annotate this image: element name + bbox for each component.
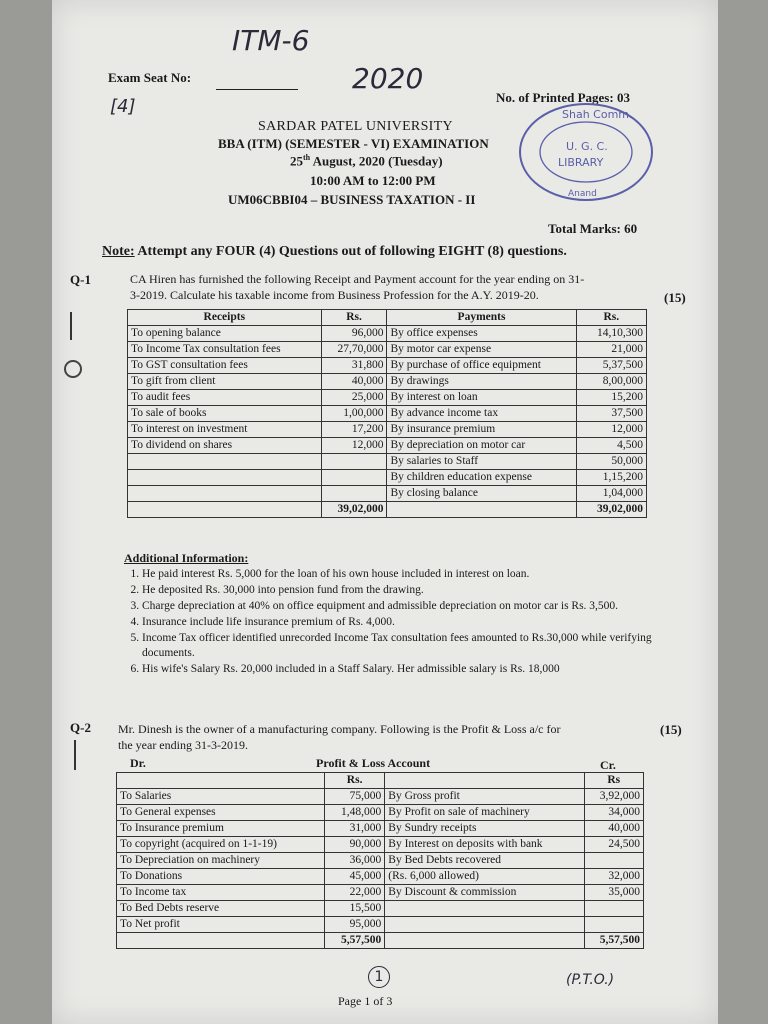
particulars-cell: By depreciation on motor car xyxy=(387,438,576,454)
table-row xyxy=(128,406,647,422)
amount-cell xyxy=(321,470,387,486)
university-name: SARDAR PATEL UNIVERSITY xyxy=(258,119,453,134)
amount-cell xyxy=(321,454,387,470)
particulars-cell: To Salaries xyxy=(117,789,325,805)
table-row xyxy=(117,869,644,885)
amount-cell: 1,00,000 xyxy=(321,406,387,422)
q1-number: Q-1 xyxy=(70,272,91,287)
amount-cell: 40,000 xyxy=(321,374,387,390)
cr-label: Cr. xyxy=(600,758,616,772)
q2-line1: Mr. Dinesh is the owner of a manufacturing company. Following is the Profit & Loss a/c for xyxy=(118,722,561,736)
info-item: 5. Income Tax officer identified unrecorded Income Tax consultation fees amounted to Rs.30,000 while verifying documents. xyxy=(142,631,672,661)
header-blank xyxy=(117,773,325,789)
margin-circle xyxy=(64,360,82,378)
q2-line2: the year ending 31-3-2019. xyxy=(118,738,248,752)
subject-code: UM06CBBI04 – BUSINESS TAXATION - II xyxy=(228,192,476,207)
amount-cell: 34,000 xyxy=(584,805,644,821)
info-item: 6. His wife's Salary Rs. 20,000 included in a Staff Salary. Her admissible salary is Rs. 18,000 xyxy=(142,662,672,677)
total-cell: 5,57,500 xyxy=(324,933,384,949)
particulars-cell: To opening balance xyxy=(128,326,322,342)
particulars-cell: To Income Tax consultation fees xyxy=(128,342,322,358)
particulars-cell: To sale of books xyxy=(128,406,322,422)
particulars-cell: To dividend on shares xyxy=(128,438,322,454)
amount-cell: 14,10,300 xyxy=(576,326,646,342)
table-row xyxy=(128,486,647,502)
particulars-cell: To copyright (acquired on 1-1-19) xyxy=(117,837,325,853)
amount-cell: 15,200 xyxy=(576,390,646,406)
particulars-cell: By motor car expense xyxy=(387,342,576,358)
particulars-cell: By closing balance xyxy=(387,486,576,502)
q1-marks: (15) xyxy=(664,290,686,305)
table-row xyxy=(117,853,644,869)
particulars-cell: To Depreciation on machinery xyxy=(117,853,325,869)
amount-cell: 22,000 xyxy=(324,885,384,901)
amount-cell xyxy=(584,853,644,869)
dr-label: Dr. xyxy=(130,756,146,770)
exam-title: BBA (ITM) (SEMESTER - VI) EXAMINATION xyxy=(218,136,489,151)
particulars-cell: By advance income tax xyxy=(387,406,576,422)
particulars-cell: To Income tax xyxy=(117,885,325,901)
blank-cell xyxy=(385,933,584,949)
table-row xyxy=(128,438,647,454)
amount-cell: 36,000 xyxy=(324,853,384,869)
amount-cell: 1,15,200 xyxy=(576,470,646,486)
amount-cell: 1,48,000 xyxy=(324,805,384,821)
particulars-cell: By interest on loan xyxy=(387,390,576,406)
totals-row xyxy=(128,502,647,518)
particulars-cell: By salaries to Staff xyxy=(387,454,576,470)
table-row xyxy=(117,789,644,805)
particulars-cell: To Net profit xyxy=(117,917,325,933)
particulars-cell: By Profit on sale of machinery xyxy=(385,805,584,821)
stamp-top: Shah Comm. xyxy=(562,108,633,121)
particulars-cell: By office expenses xyxy=(387,326,576,342)
handwritten-pto: (P.T.O.) xyxy=(566,972,615,988)
handwritten-page-number: 1 xyxy=(368,966,390,988)
amount-cell: 24,500 xyxy=(584,837,644,853)
header-receipts: Receipts xyxy=(128,310,322,326)
particulars-cell: By Bed Debts recovered xyxy=(385,853,584,869)
particulars-cell: To Insurance premium xyxy=(117,821,325,837)
amount-cell: 21,000 xyxy=(576,342,646,358)
amount-cell: 96,000 xyxy=(321,326,387,342)
total-cell: 39,02,000 xyxy=(321,502,387,518)
amount-cell: 95,000 xyxy=(324,917,384,933)
q2-marks: (15) xyxy=(660,722,682,737)
particulars-cell xyxy=(385,901,584,917)
amount-cell: 3,92,000 xyxy=(584,789,644,805)
receipt-payment-table xyxy=(127,309,647,518)
blank-cell xyxy=(128,502,322,518)
header-rs: Rs. xyxy=(576,310,646,326)
handwritten-year: 2020 xyxy=(352,62,424,95)
particulars-cell: To Donations xyxy=(117,869,325,885)
table-row xyxy=(128,470,647,486)
seat-number-line xyxy=(216,88,298,90)
particulars-cell: By Sundry receipts xyxy=(385,821,584,837)
particulars-cell: To gift from client xyxy=(128,374,322,390)
amount-cell: 31,800 xyxy=(321,358,387,374)
particulars-cell: By insurance premium xyxy=(387,422,576,438)
amount-cell: 90,000 xyxy=(324,837,384,853)
amount-cell: 25,000 xyxy=(321,390,387,406)
handwritten-code: ITM-6 xyxy=(232,24,310,57)
info-item: 2. He deposited Rs. 30,000 into pension fund from the drawing. xyxy=(142,583,672,598)
info-item: 3. Charge depreciation at 40% on office equipment and admissible depreciation on motor car is Rs. 3,500. xyxy=(142,599,672,614)
amount-cell: 1,04,000 xyxy=(576,486,646,502)
amount-cell: 75,000 xyxy=(324,789,384,805)
header-blank xyxy=(385,773,584,789)
table-row xyxy=(128,342,647,358)
q1-line2: 3-2019. Calculate his taxable income from Business Profession for the A.Y. 2019-20. xyxy=(130,288,539,302)
particulars-cell xyxy=(128,470,322,486)
amount-cell: 45,000 xyxy=(324,869,384,885)
particulars-cell: To audit fees xyxy=(128,390,322,406)
particulars-cell: To interest on investment xyxy=(128,422,322,438)
table-row xyxy=(128,374,647,390)
profit-loss-table xyxy=(116,772,644,949)
header-rs: Rs. xyxy=(324,773,384,789)
particulars-cell: By Gross profit xyxy=(385,789,584,805)
stamp-line2: LIBRARY xyxy=(558,156,604,169)
printed-pages: No. of Printed Pages: 03 xyxy=(496,90,630,105)
table-row xyxy=(128,454,647,470)
particulars-cell xyxy=(128,454,322,470)
amount-cell: 31,000 xyxy=(324,821,384,837)
table-row xyxy=(117,837,644,853)
stamp-line1: U. G. C. xyxy=(566,140,608,153)
amount-cell: 15,500 xyxy=(324,901,384,917)
info-item: 4. Insurance include life insurance premium of Rs. 4,000. xyxy=(142,615,672,630)
amount-cell: 8,00,000 xyxy=(576,374,646,390)
table-row xyxy=(128,326,647,342)
amount-cell: 5,37,500 xyxy=(576,358,646,374)
particulars-cell: To General expenses xyxy=(117,805,325,821)
particulars-cell: By purchase of office equipment xyxy=(387,358,576,374)
particulars-cell: To Bed Debts reserve xyxy=(117,901,325,917)
page-footer: Page 1 of 3 xyxy=(338,994,393,1008)
amount-cell: 27,70,000 xyxy=(321,342,387,358)
note: Note: Attempt any FOUR (4) Questions out of following EIGHT (8) questions. xyxy=(102,244,567,259)
handwritten-seat-bracket: [4] xyxy=(110,96,136,117)
amount-cell: 12,000 xyxy=(576,422,646,438)
table-row xyxy=(117,805,644,821)
amount-cell: 50,000 xyxy=(576,454,646,470)
total-cell: 39,02,000 xyxy=(576,502,646,518)
q2-number: Q-2 xyxy=(70,720,91,735)
amount-cell: 40,000 xyxy=(584,821,644,837)
table-row xyxy=(128,422,647,438)
table-row xyxy=(117,901,644,917)
table-row xyxy=(128,390,647,406)
exam-date: 25th August, 2020 (Tuesday) xyxy=(290,153,443,169)
table-row xyxy=(117,821,644,837)
totals-row xyxy=(117,933,644,949)
pl-title: Profit & Loss Account xyxy=(316,756,431,770)
particulars-cell: (Rs. 6,000 allowed) xyxy=(385,869,584,885)
table-row xyxy=(117,917,644,933)
particulars-cell: By Discount & commission xyxy=(385,885,584,901)
margin-mark xyxy=(74,740,76,770)
amount-cell: 12,000 xyxy=(321,438,387,454)
amount-cell: 35,000 xyxy=(584,885,644,901)
amount-cell xyxy=(584,901,644,917)
blank-cell xyxy=(387,502,576,518)
library-stamp xyxy=(516,100,656,204)
amount-cell: 37,500 xyxy=(576,406,646,422)
header-payments: Payments xyxy=(387,310,576,326)
exam-seat-label: Exam Seat No: xyxy=(108,70,192,85)
amount-cell: 4,500 xyxy=(576,438,646,454)
info-item: 1. He paid interest Rs. 5,000 for the loan of his own house included in interest on loan. xyxy=(142,567,672,582)
particulars-cell: To GST consultation fees xyxy=(128,358,322,374)
q1-line1: CA Hiren has furnished the following Receipt and Payment account for the year ending on 31- xyxy=(130,272,585,286)
stamp-bottom: Anand xyxy=(568,189,597,199)
particulars-cell xyxy=(128,486,322,502)
table-row xyxy=(128,358,647,374)
total-cell: 5,57,500 xyxy=(584,933,644,949)
margin-mark xyxy=(70,312,72,340)
header-rs: Rs xyxy=(584,773,644,789)
blank-cell xyxy=(117,933,325,949)
table-row xyxy=(117,885,644,901)
particulars-cell: By drawings xyxy=(387,374,576,390)
header-rs: Rs. xyxy=(321,310,387,326)
particulars-cell: By Interest on deposits with bank xyxy=(385,837,584,853)
amount-cell: 17,200 xyxy=(321,422,387,438)
particulars-cell: By children education expense xyxy=(387,470,576,486)
particulars-cell xyxy=(385,917,584,933)
amount-cell: 32,000 xyxy=(584,869,644,885)
amount-cell xyxy=(584,917,644,933)
additional-info-title: Additional Information: xyxy=(124,551,249,565)
additional-info-list xyxy=(124,567,672,678)
amount-cell xyxy=(321,486,387,502)
exam-time: 10:00 AM to 12:00 PM xyxy=(310,173,436,188)
total-marks: Total Marks: 60 xyxy=(548,221,638,236)
